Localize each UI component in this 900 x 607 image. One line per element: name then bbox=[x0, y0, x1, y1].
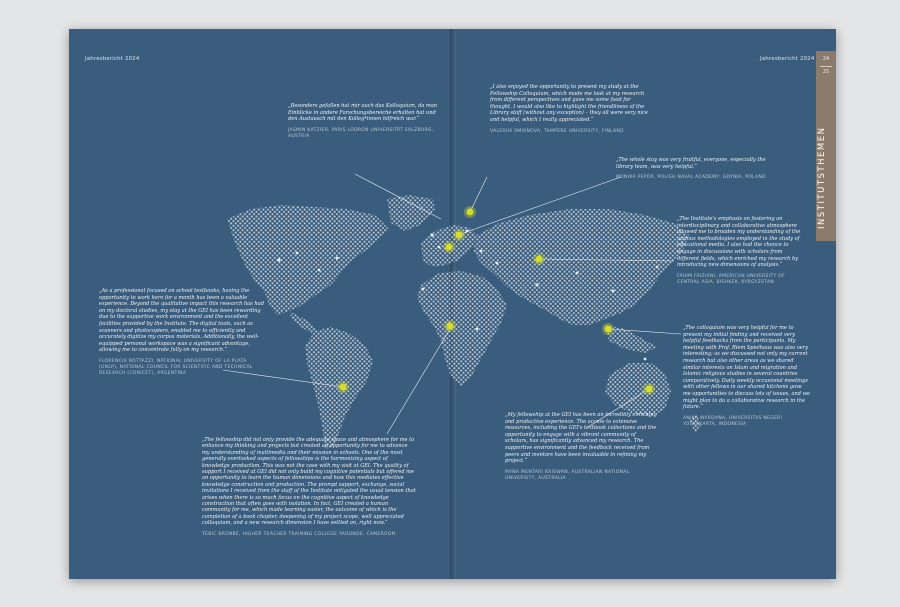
city-dot bbox=[318, 269, 321, 272]
city-dot bbox=[535, 283, 538, 286]
marker-gdynia bbox=[453, 229, 465, 241]
quote-text: „The colloquium was very helpful for me to present my initial finding and received very helpful feedbacks from the participants. My meeting with Prof. Riem Spielhaus was also very interesting; as we discussed not only my current research but also other areas as we shared similar interests on Islam and migration and Islamic religious studies in several countries comparatively. Daily weekly occasional meetings with other fellows in our shared kitchens gave me opportunities to discuss lots of issues, and we might plan to do a collaborative research in the future.“ bbox=[683, 325, 810, 411]
africa bbox=[417, 271, 507, 387]
report-spread bbox=[69, 29, 836, 579]
quote-author: VALERIIA SMIRNOVA, TAMPERE UNIVERSITY, FINLAND bbox=[490, 128, 624, 134]
australia bbox=[605, 363, 671, 417]
quote-author: MONIKA PEPOR, POLISH NAVAL ACADEMY, GDYNIA, POLAND bbox=[616, 175, 766, 181]
quote-text: „My fellowship at the GEI has been an incredibly enriching and productive experience. The access to extensive resources, including the GEI's textbook collections and the opportunity to engage with a vibrant community of scholars, has significantly advanced my research. The supportive environment and the feedback received from peers and mentors have been invaluable in refining my project.“ bbox=[505, 412, 657, 465]
page-number-right: 25 bbox=[822, 69, 830, 75]
city-dot bbox=[480, 250, 483, 253]
city-dot bbox=[336, 257, 339, 260]
quote-author: ANIKA WARDANA, UNIVERSITAS NEGERI YOGYAKARTA, INDONESIA bbox=[683, 415, 783, 427]
marker-yogyakarta bbox=[602, 323, 614, 335]
quote-text: „The fellowship did not only provide the adequate space and atmosphere for me to enhance my thinking and projects but created an opportunity for me to advance my understanding of multimedia and their mission in schools. One of the most generally overlooked aspects of fellowships is the harmonizing aspect of knowledge production. This was not the case with my visit at GEI. The quality of support I received at GEI did not only build my cognitive potentials but offered me an opportunity to learn the human dimensions and how this mediates effective knowledge construction and production. The prompt support, exchange, social invitations I received from the staff of the Institute mitigated the usual tension that arises when there is so much focus on the cognitive aspect of knowledge construction that often goes with isolation. In fact, GEI created a human community for me, which made learning easier, the outcome of which is the completion of a book chapter, deepening of my project scope, well appreciated colloquium, and a new research dimension I have settled on, right now.“ bbox=[202, 437, 416, 527]
quote-author: FAHIM FAIZIANI, AMERICAN UNIVERSITY OF CENTRAL ASIA, BISHKEK, KYRGYZSTAN bbox=[677, 273, 785, 285]
city-dot bbox=[466, 230, 469, 233]
callout-line-yaounde bbox=[387, 329, 450, 434]
quote-author: JASMIN KATZIER, PARIS LODRON UNIVERSITÄT SALZBURG, AUSTRIA bbox=[288, 127, 434, 139]
city-dot bbox=[612, 290, 615, 293]
quote-gdynia bbox=[616, 157, 778, 181]
marker-yaounde bbox=[444, 320, 456, 332]
quote-salzburg bbox=[288, 103, 438, 140]
quote-text: „I also enjoyed the opportunity to present my study at the Fellowship Colloquium, which made me look at my research from different perspectives and gave me some food for thought. I would also like to highlight the friendliness of the Library staff (without any exception) – they all were very nice and helpful, which I really appreciated.“ bbox=[490, 84, 648, 123]
running-header-left: Jahresbericht 2024 bbox=[85, 56, 140, 62]
running-header-right: Jahresbericht 2024 bbox=[760, 56, 815, 62]
quote-text: „Besonders gefallen hat mir auch das Kolloquium, da man Einblicke in andere Forschungsbereiche erhalten hat und den Austausch mit den Kolleg*innen hilfreich war.“ bbox=[288, 103, 438, 123]
city-dot bbox=[277, 258, 280, 261]
quote-tampere bbox=[490, 84, 652, 135]
marker-tampere bbox=[464, 206, 476, 218]
city-dot bbox=[296, 252, 299, 255]
city-dot bbox=[496, 262, 499, 265]
quote-author: FLORENCIA BOTTAZZI, NATIONAL UNIVERSITY OF LA PLATA (UNLP), NATIONAL COUNCIL FOR SCIENTIFIC AND TECHNICAL RESEARCH (CONICET), ARGENTINA bbox=[99, 358, 253, 376]
central-america bbox=[289, 311, 317, 333]
quote-bishkek bbox=[677, 216, 805, 286]
quote-text: „The Institute's emphasis on fostering an interdisciplinary and collaborative atmosphere allowed me to broaden my understanding of the various methodologies employed in the study of educational media. I also had the chance to engage in discussions with scholars from different fields, which enriched my research by introducing new dimensions of analysis.“ bbox=[677, 216, 801, 269]
quote-author: MYNA MENTARI KRISWAN, AUSTRALIAN NATIONAL UNIVERSITY, AUSTRALIA bbox=[505, 469, 630, 481]
city-dot bbox=[576, 272, 579, 275]
marker-canberra bbox=[643, 383, 655, 395]
page-number-left: 24 bbox=[822, 56, 830, 62]
quote-la-plata bbox=[99, 288, 267, 377]
city-dot bbox=[430, 233, 433, 236]
quote-text: „The whole stay was very fruitful, everyone, especially the library team, was very helpful.“ bbox=[616, 157, 766, 170]
marker-la-plata bbox=[337, 381, 349, 393]
section-label: INSTITUTSTHEMEN bbox=[817, 126, 827, 229]
quote-yogyakarta bbox=[683, 325, 811, 428]
quote-yaounde bbox=[202, 437, 416, 538]
city-dot bbox=[644, 358, 647, 361]
city-dot bbox=[656, 266, 659, 269]
marker-salzburg bbox=[443, 241, 455, 253]
greenland bbox=[387, 195, 435, 231]
city-dot bbox=[438, 246, 441, 249]
quote-author: TEBIC BREMBE, HIGHER TEACHER TRAINING COLLEGE YAOUNDE, CAMEROON bbox=[202, 531, 396, 537]
marker-bishkek bbox=[533, 253, 545, 265]
city-dot bbox=[476, 328, 479, 331]
quote-canberra bbox=[505, 412, 657, 482]
quote-text: „As a professional focused on school textbooks, having the opportunity to work here for a month has been a valuable experience. Beyond the qualitative impact this research has had on my doctoral studies, my stay at the GEI has been rewarding due to the supportive work environment and the excellent facilities provided by the Institute. The digital tools, such as scanners and photocopiers, enabled me to efficiently and accurately digitize my corpus materials. Additionally, the well-equipped personal workspace was a significant advantage, allowing me to concentrate fully on my research.“ bbox=[99, 288, 264, 354]
city-dot bbox=[422, 288, 425, 291]
